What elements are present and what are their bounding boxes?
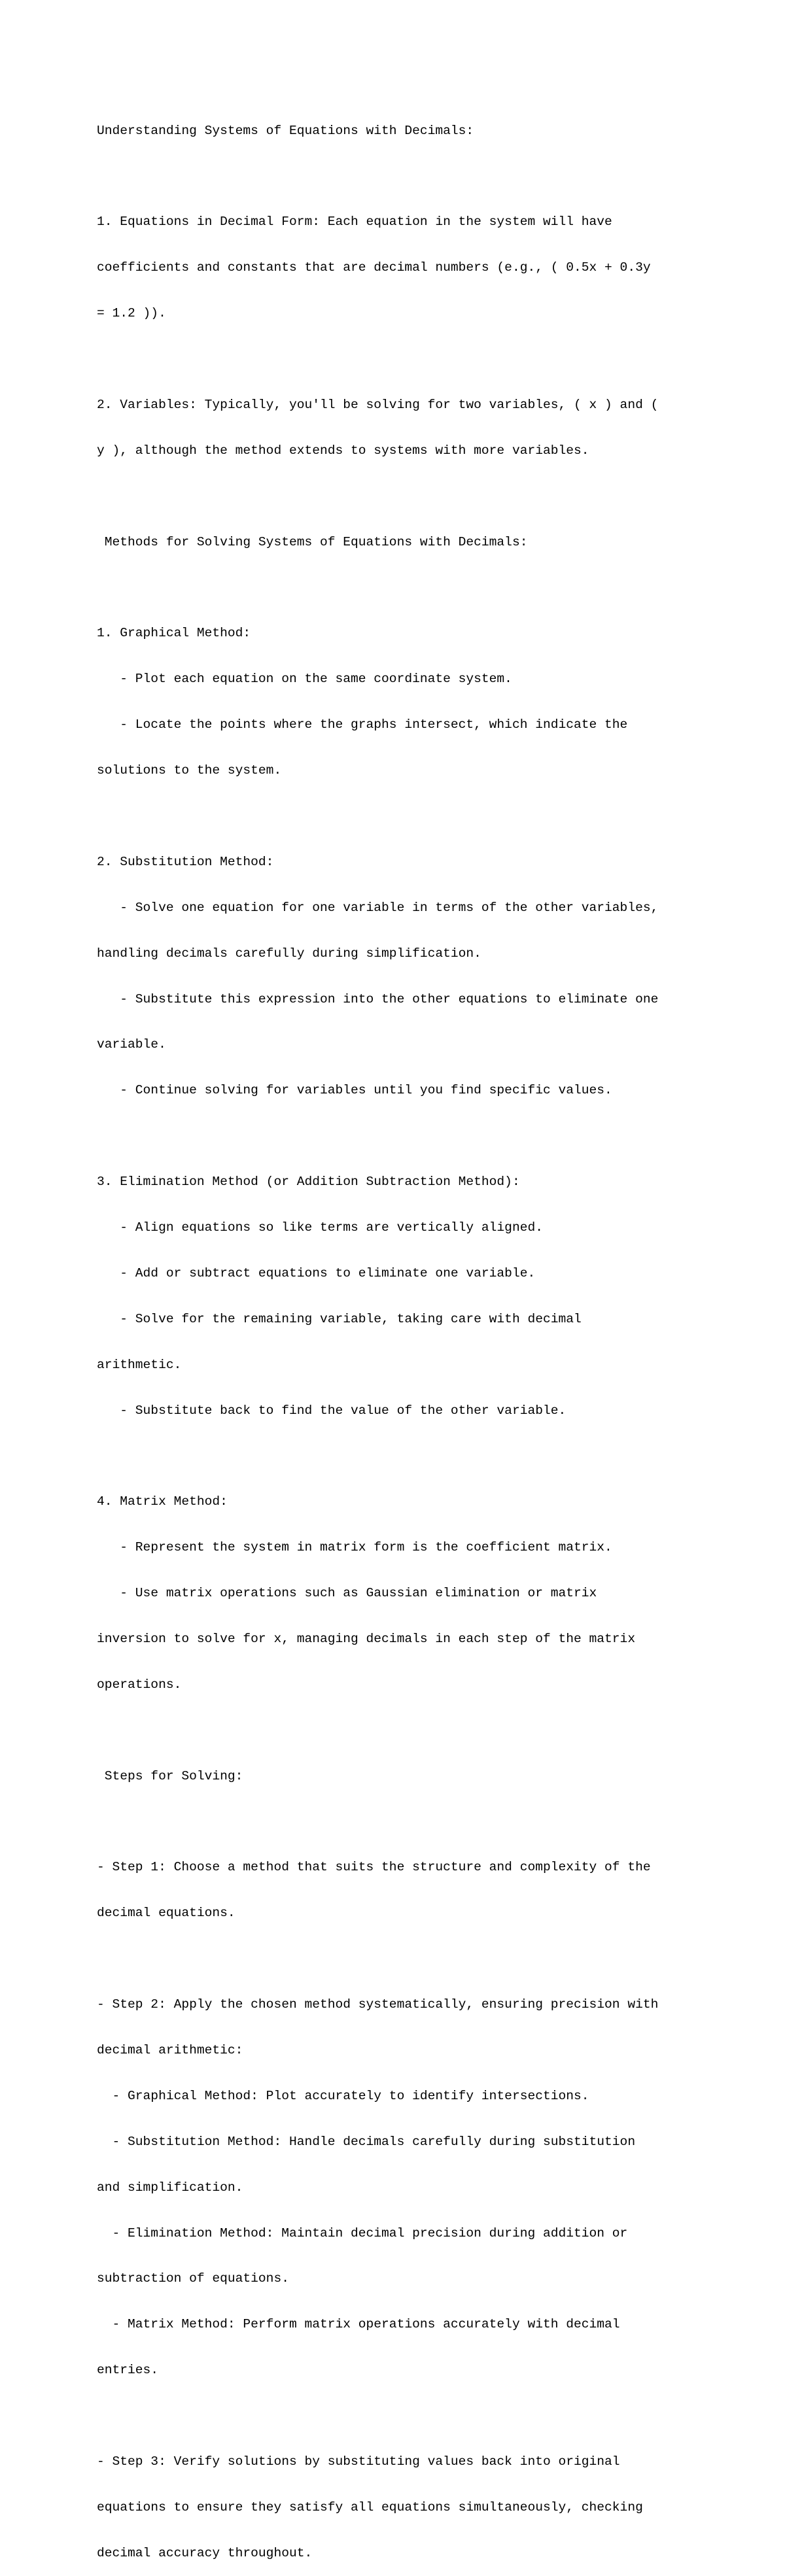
text-line: arithmetic.: [97, 1357, 182, 1372]
text-line: - Continue solving for variables until you find specific values.: [97, 1083, 612, 1098]
text-line: subtraction of equations.: [97, 2271, 289, 2286]
text-line: - Locate the points where the graphs intersect, which indicate the: [97, 717, 628, 732]
text-line: decimal equations.: [97, 1906, 236, 1921]
text-line: decimal arithmetic:: [97, 2043, 243, 2057]
text-line: decimal accuracy throughout.: [97, 2545, 313, 2560]
blank-line: [97, 1723, 758, 1738]
text-line: coefficients and constants that are decimal numbers (e.g., ( 0.5x + 0.3y: [97, 260, 651, 275]
text-line: - Substitute this expression into the other equations to eliminate one: [97, 991, 659, 1006]
text-line: - Solve one equation for one variable in terms of the other variables,: [97, 900, 659, 915]
text-line: = 1.2 )).: [97, 306, 166, 321]
text-line: - Represent the system in matrix form is the coefficient matrix.: [97, 1540, 612, 1555]
text-line: - Step 2: Apply the chosen method systematically, ensuring precision with: [97, 1997, 659, 2012]
text-line: - Substitute back to find the value of the other variable.: [97, 1403, 567, 1418]
text-line: variable.: [97, 1037, 166, 1052]
blank-line: [97, 489, 758, 504]
text-line: - Step 3: Verify solutions by substituting values back into original: [97, 2454, 620, 2469]
blank-line: [97, 169, 758, 184]
document-page: [97, 93, 758, 2576]
text-line: - Substitution Method: Handle decimals carefully during substitution: [97, 2134, 636, 2149]
text-line: 3. Elimination Method (or Addition Subtraction Method):: [97, 1175, 520, 1190]
text-line: - Align equations so like terms are vertically aligned.: [97, 1220, 543, 1235]
text-line: - Elimination Method: Maintain decimal precision during addition or: [97, 2225, 628, 2241]
blank-line: [97, 1449, 758, 1464]
text-line: - Graphical Method: Plot accurately to identify intersections.: [97, 2088, 589, 2103]
blank-line: [97, 1129, 758, 1144]
text-line: operations.: [97, 1677, 182, 1692]
text-line: - Use matrix operations such as Gaussian elimination or matrix: [97, 1586, 597, 1601]
blank-line: [97, 2409, 758, 2424]
text-line: 1. Equations in Decimal Form: Each equation in the system will have: [97, 215, 612, 230]
blank-line: [97, 809, 758, 824]
text-line: handling decimals carefully during simplification.: [97, 946, 481, 961]
text-line: and simplification.: [97, 2180, 243, 2195]
text-line: - Solve for the remaining variable, taking care with decimal: [97, 1311, 582, 1326]
section-heading-methods: Methods for Solving Systems of Equations with Decimals:: [97, 534, 528, 549]
text-line: inversion to solve for x, managing decimals in each step of the matrix: [97, 1631, 636, 1646]
text-line: 1. Graphical Method:: [97, 626, 251, 641]
text-line: 2. Substitution Method:: [97, 854, 274, 869]
text-line: solutions to the system.: [97, 763, 282, 778]
blank-line: [97, 1815, 758, 1830]
text-line: 4. Matrix Method:: [97, 1494, 228, 1509]
section-heading-understanding: Understanding Systems of Equations with Decimals:: [97, 123, 474, 138]
blank-line: [97, 1951, 758, 1966]
blank-line: [97, 581, 758, 596]
text-line: - Plot each equation on the same coordinate system.: [97, 672, 512, 687]
text-line: - Matrix Method: Perform matrix operations accurately with decimal: [97, 2317, 620, 2332]
text-line: equations to ensure they satisfy all equations simultaneously, checking: [97, 2499, 643, 2515]
text-line: y ), although the method extends to systems with more variables.: [97, 443, 589, 458]
text-line: - Step 1: Choose a method that suits the structure and complexity of the: [97, 1860, 651, 1875]
section-heading-steps: Steps for Solving:: [97, 1768, 243, 1783]
text-line: entries.: [97, 2363, 159, 2378]
blank-line: [97, 352, 758, 367]
text-line: 2. Variables: Typically, you'll be solving for two variables, ( x ) and (: [97, 397, 659, 412]
text-line: - Add or subtract equations to eliminate one variable.: [97, 1265, 536, 1280]
